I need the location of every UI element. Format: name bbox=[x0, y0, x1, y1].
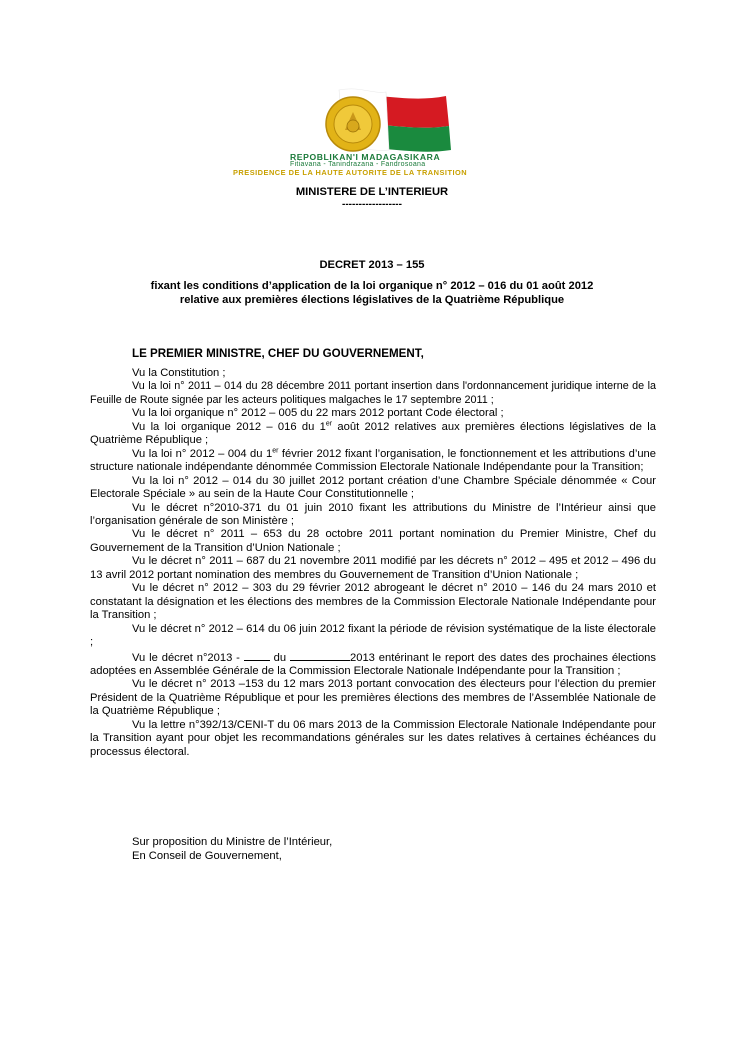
decree-subtitle-line1: fixant les conditions d’application de la loi organique n° 2012 – 016 du 01 août 2012 bbox=[150, 280, 594, 292]
decree-subtitle-line2: relative aux premières élections législatives de la Quatrième République bbox=[179, 294, 565, 306]
blank-date-line bbox=[290, 650, 350, 661]
blank-number-line bbox=[244, 650, 270, 661]
consideration-decret-2011-653: Vu le décret n° 2011 – 653 du 28 octobre 2011 portant nomination du Premier Ministre, Chef du Gouvernement de la Transition d’Union Nationale ; bbox=[90, 528, 656, 554]
decree-number: DECRET 2013 – 155 bbox=[319, 259, 425, 271]
consideration-decret-2010-371: Vu le décret n°2010-371 du 01 juin 2010 fixant les attributions du Ministre de l’Intérieur ainsi que l’organisation générale de son Ministère ; bbox=[90, 501, 656, 527]
seal-icon bbox=[326, 97, 380, 151]
ministry-separator: ------------------ bbox=[342, 199, 402, 210]
consideration-decret-2013-blank bbox=[90, 650, 656, 679]
logo-republic-name: REPOBLIKAN'I MADAGASIKARA bbox=[290, 152, 441, 162]
c4-text-a: Vu la loi organique 2012 – 016 du 1 bbox=[132, 420, 326, 433]
consideration-loi-2011-014: Vu la loi n° 2011 – 014 du 28 décembre 2011 portant insertion dans l'ordonnancement juridique interne de la Feuille de Route signée par les acteurs politiques malgaches le 17 septembre 2011 ; bbox=[90, 380, 656, 406]
consideration-loi-organique-2012-016 bbox=[90, 421, 656, 448]
c5-text-b: février 2012 fixant l’organisation, le fonctionnement et les attributions d’une structure nationale indépendante dénommée Commission Electorale Nationale Indépendante pour la Transition; bbox=[90, 447, 656, 474]
logo-motto: Fitiavana - Tanindrazana - Fandrosoana bbox=[290, 161, 426, 168]
c4-sup: er bbox=[325, 420, 333, 428]
consideration-decret-2013-153: Vu le décret n° 2013 –153 du 12 mars 2013 portant convocation des électeurs pour l’élection du premier Président de la Quatrième République et pour les premières élections des membres de l’Assemblée Nationale de la Quatrième République ; bbox=[90, 678, 656, 718]
consideration-code-electoral: Vu la loi organique n° 2012 – 005 du 22 mars 2012 portant Code électoral ; bbox=[132, 407, 504, 420]
consideration-loi-2012-004 bbox=[90, 448, 656, 475]
considerations-block bbox=[90, 367, 656, 759]
c12-text-b: du bbox=[269, 651, 291, 664]
closing-council: En Conseil de Gouvernement, bbox=[132, 850, 282, 862]
consideration-decret-2012-303: Vu le décret n° 2012 – 303 du 29 février 2012 abrogeant le décret n° 2010 – 146 du 24 mars 2010 et constatant la désignation et les élections des membres de la Commission Electorale Nationale Indépendante pour la Transition ; bbox=[90, 582, 656, 622]
c12-text-a: Vu le décret n°2013 - bbox=[132, 651, 244, 664]
consideration-constitution: Vu la Constitution ; bbox=[132, 367, 226, 379]
c12-text-c: 2013 entérinant le report des dates des prochaines élections adoptées en Assemblée Générale de la Commission Electorale Nationale Indépendante pour la Transition ; bbox=[90, 651, 656, 677]
logo-presidence: PRESIDENCE DE LA HAUTE AUTORITE DE LA TRANSITION bbox=[233, 168, 468, 177]
consideration-loi-2012-014: Vu la loi n° 2012 – 014 du 30 juillet 2012 portant création d’une Chambre Spéciale dénommée « Cour Electorale Spéciale » au sein de la Haute Cour Constitutionnelle ; bbox=[90, 474, 656, 501]
consideration-decret-2012-614: Vu le décret n° 2012 – 614 du 06 juin 2012 fixant la période de révision systématique de la liste électorale ; bbox=[90, 622, 656, 649]
consideration-lettre-ceni-t: Vu la lettre n°392/13/CENI-T du 06 mars 2013 de la Commission Electorale Nationale Indépendante pour la Transition ayant pour objet les recommandations générales sur les dates relatives à certaines échéances du processus électoral. bbox=[90, 718, 656, 758]
ministry-title: MINISTERE DE L’INTERIEUR bbox=[295, 186, 449, 198]
c4-text-b: août 2012 relatives aux premières élections législatives de la Quatrième République ; bbox=[90, 420, 656, 447]
c5-text-a: Vu la loi n° 2012 – 004 du 1 bbox=[132, 447, 273, 460]
c5-sup: er bbox=[272, 446, 279, 454]
government-logo bbox=[221, 86, 521, 182]
consideration-decret-2011-687: Vu le décret n° 2011 – 687 du 21 novembre 2011 modifié par les décrets n° 2012 – 495 et 2012 – 496 du 13 avril 2012 portant nomination des membres du Gouvernement de Transition d’Union Nationale ; bbox=[90, 555, 656, 581]
authority-heading: LE PREMIER MINISTRE, CHEF DU GOUVERNEMENT, bbox=[132, 347, 424, 360]
closing-proposal: Sur proposition du Ministre de l’Intérieur, bbox=[132, 836, 333, 848]
